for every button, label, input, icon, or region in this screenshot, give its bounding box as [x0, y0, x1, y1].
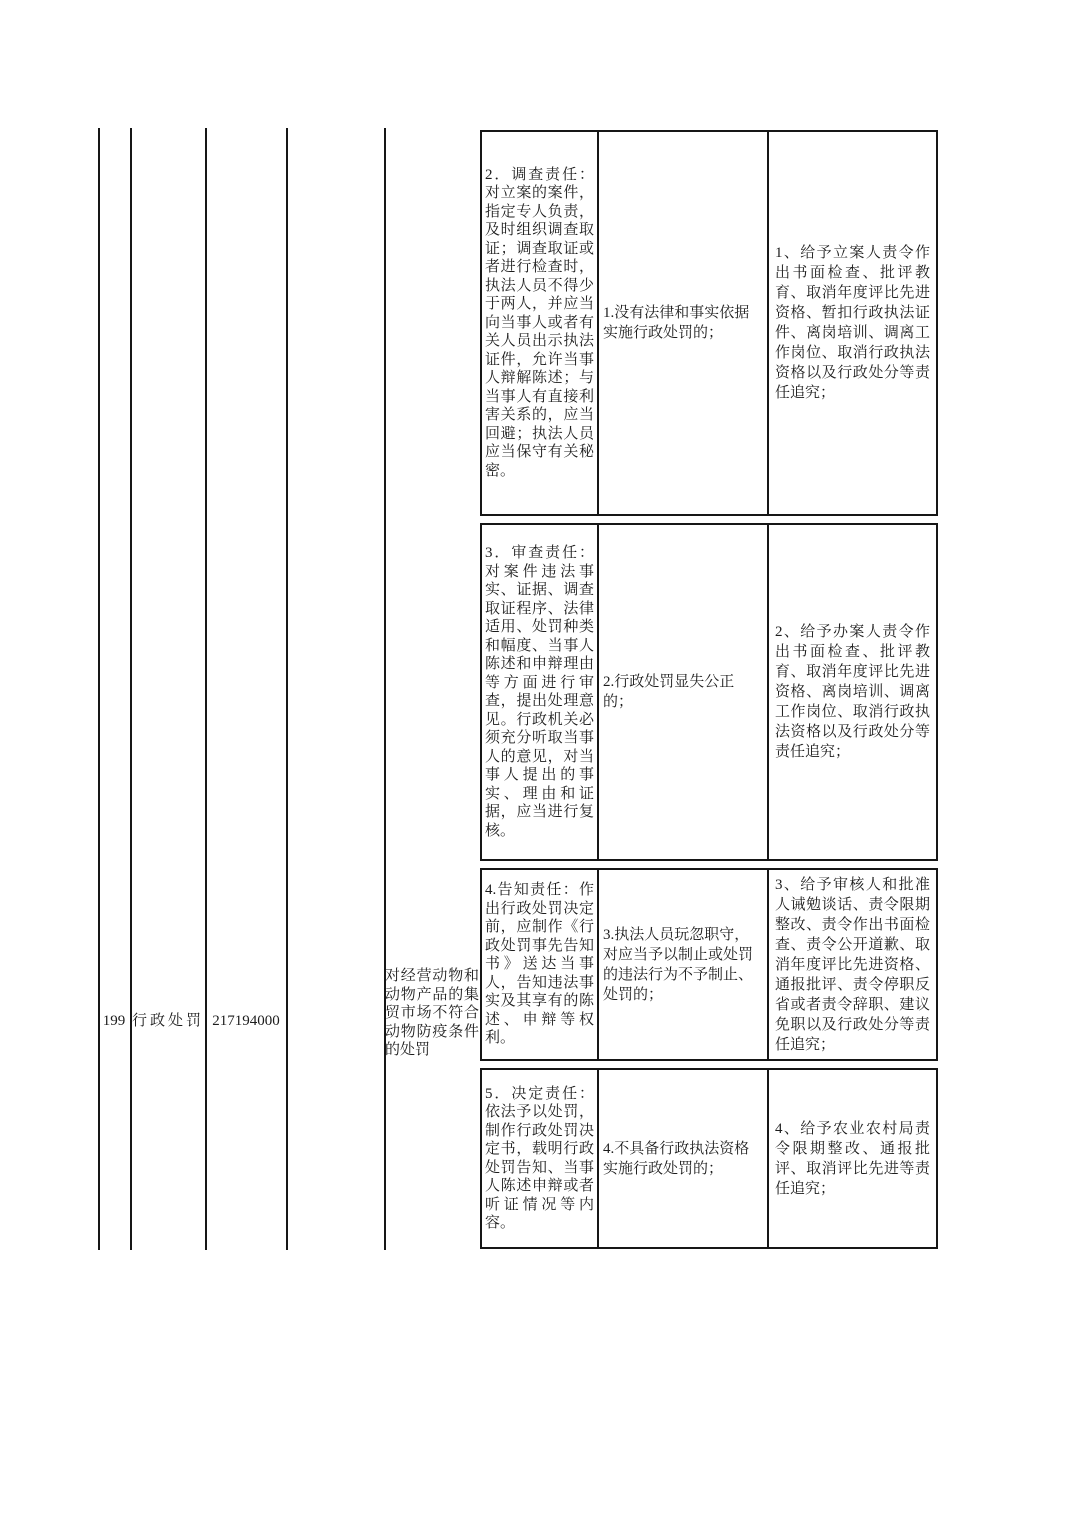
responsibility-row-1 — [480, 130, 938, 516]
consequence-text-2: 2、给予办案人责令作出书面检查、批评教育、取消年度评比先进资格、离岗培训、调离工作岗位、取消行政执法资格以及行政处分等责任追究； — [775, 624, 930, 760]
misconduct-cell-1 — [597, 132, 767, 514]
consequence-cell-4 — [767, 1070, 936, 1247]
duty-text-1: 2．调查责任：对立案的案件，指定专人负责，及时组织调查取证；调查取证或者进行检查时，执法人员不得少于两人，并应当向当事人或者有关人员出示执法证件，允许当事人辩解陈述；与当事人有直接利害关系的，应当回避；执法人员应当保守有关秘密。 — [485, 166, 594, 479]
power-type: 行政处罚 — [131, 1013, 204, 1029]
responsibility-row-4 — [480, 1068, 938, 1249]
misconduct-cell-4 — [597, 1070, 767, 1247]
misconduct-text-4: 4.不具备行政执法资格实施行政处罚的； — [603, 1140, 750, 1177]
consequence-cell-2 — [767, 525, 936, 859]
responsibility-row-3 — [480, 868, 938, 1061]
duty-text-2: 3．审查责任：对案件违法事实、证据、调查取证程序、法律适用、处罚种类和幅度、当事人陈述和申辩理由等方面进行审查，提出处理意见。行政机关必须充分听取当事人的意见，对当事人提出的事实、理由和证据，应当进行复核。 — [485, 545, 594, 839]
duty-text-3: 4.告知责任：作出行政处罚决定前，应制作《行政处罚事先告知书》送达当事人，告知违法事实及其享有的陈述、申辩等权利。 — [485, 882, 594, 1047]
duty-cell-1 — [482, 132, 597, 514]
duty-cell-4 — [482, 1070, 597, 1247]
consequence-text-4: 4、给予农业农村局责令限期整改、通报批评、取消评比先进等责任追究； — [775, 1120, 930, 1197]
power-code: 217194000 — [212, 1013, 280, 1029]
consequence-text-1: 1、给予立案人责令作出书面检查、批评教育、取消年度评比先进资格、暂扣行政执法证件、离岗培训、调离工作岗位、取消行政执法资格以及行政处分等责任追究； — [775, 245, 930, 401]
column-divider-1 — [98, 128, 100, 1250]
entry-number: 199 — [102, 1013, 126, 1029]
consequence-cell-1 — [767, 132, 936, 514]
misconduct-text-1: 1.没有法律和事实依据实施行政处罚的； — [603, 305, 750, 341]
duty-cell-3 — [482, 870, 597, 1059]
misconduct-cell-3 — [597, 870, 767, 1059]
duty-cell-2 — [482, 525, 597, 859]
responsibility-row-2 — [480, 523, 938, 861]
column-divider-3 — [205, 128, 207, 1250]
column-divider-4 — [286, 128, 288, 1250]
misconduct-text-2: 2.行政处罚显失公正的； — [603, 674, 735, 710]
consequence-cell-3 — [767, 870, 936, 1059]
misconduct-cell-2 — [597, 525, 767, 859]
power-item-name: 对经营动物和动物产品的集贸市场不符合动物防疫条件的处罚 — [385, 968, 479, 1058]
column-divider-2 — [130, 128, 132, 1250]
consequence-text-3: 3、给予审核人和批准人诫勉谈话、责令限期整改、责令作出书面检查、责令公开道歉、取消年度评比先进资格、通报批评、责令停职反省或者责令辞职、建议免职以及行政处分等责任追究； — [775, 876, 930, 1053]
duty-text-4: 5．决定责任：依法予以处罚，制作行政处罚决定书，载明行政处罚告知、当事人陈述申辩或者听证情况等内容。 — [485, 1085, 594, 1231]
misconduct-text-3: 3.执法人员玩忽职守，对应当予以制止或处罚的违法行为不予制止、处罚的； — [603, 926, 754, 1003]
column-divider-5 — [384, 128, 386, 1250]
